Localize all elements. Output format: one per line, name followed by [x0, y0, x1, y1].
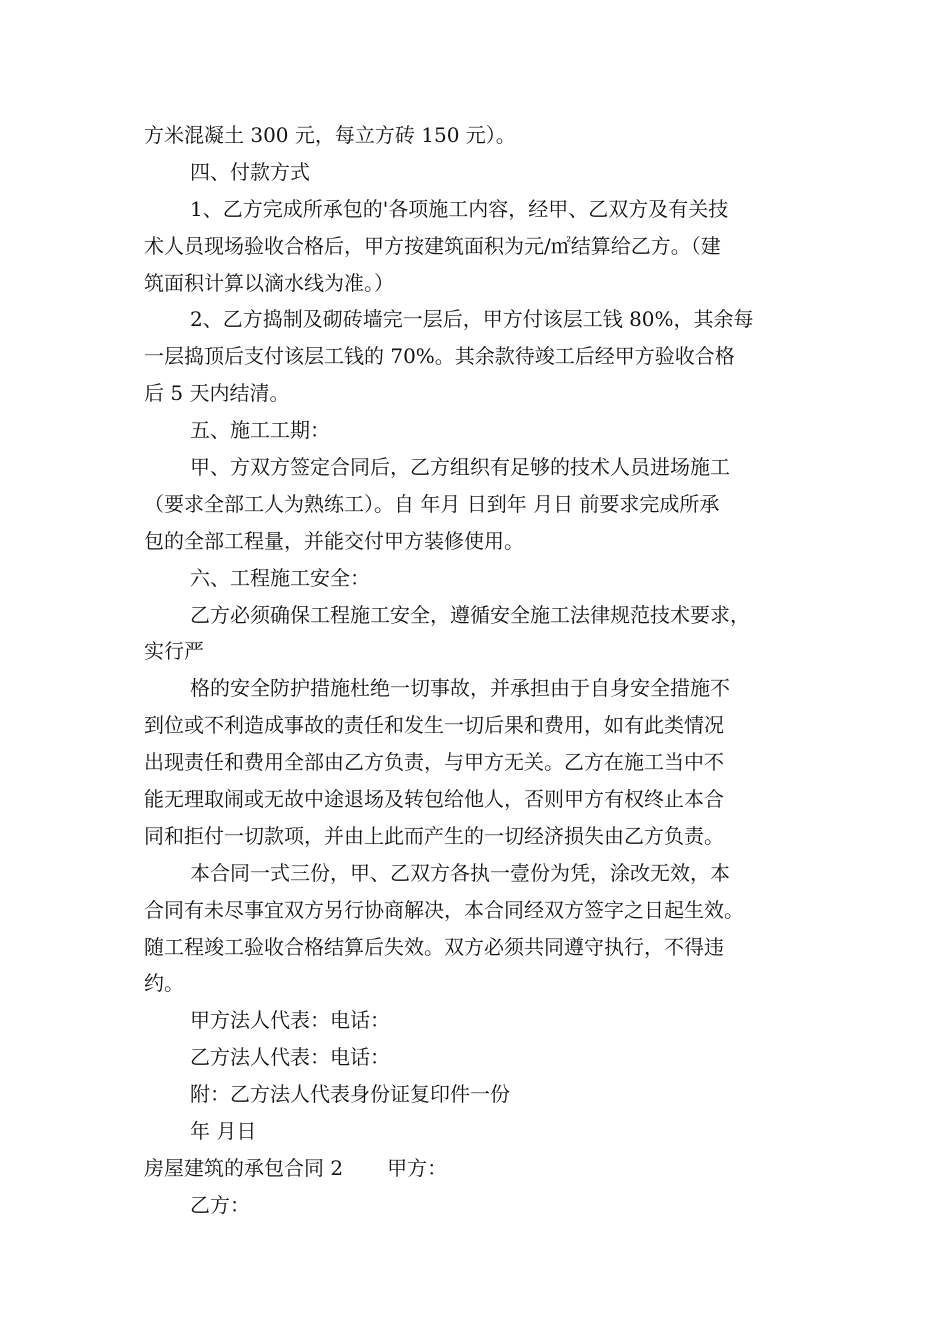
text-line: 1、乙方完成所承包的'各项施工内容，经甲、乙双方及有关技 — [190, 196, 729, 221]
text-line: 实行严 — [144, 639, 204, 664]
attachment-note: 附：乙方法人代表身份证复印件一份 — [190, 1082, 510, 1107]
text-line: 后 5 天内结清。 — [144, 381, 290, 406]
text-line: 约。 — [144, 971, 184, 996]
text-line: 出现责任和费用全部由乙方负责，与甲方无关。乙方在施工当中不 — [144, 750, 724, 775]
text-line: 本合同一式三份，甲、乙双方各执一壹份为凭，涂改无效，本 — [190, 860, 730, 885]
section-heading-schedule: 五、施工工期： — [190, 418, 330, 443]
text-line: 方米混凝土 300 元，每立方砖 150 元）。 — [144, 123, 516, 147]
text-line: 随工程竣工验收合格结算后失效。双方必须共同遵守执行，不得违 — [144, 934, 724, 959]
section-heading-payment: 四、付款方式 — [190, 159, 310, 184]
contract-2-title: 房屋建筑的承包合同 2 — [144, 1155, 344, 1180]
text-line: （要求全部工人为熟练工）。自 年月 日到年 月日 前要求完成所承 — [144, 491, 720, 516]
contract-2-header — [144, 1150, 824, 1187]
text-line: 术人员现场验收合格后，甲方按建筑面积为元/㎡结算给乙方。（建 — [144, 233, 721, 258]
text-line: 2、乙方捣制及砌砖墙完一层后，甲方付该层工钱 80%，其余每 — [190, 307, 754, 332]
party-a-representative: 甲方法人代表：电话： — [190, 1008, 390, 1033]
party-b-label: 乙方： — [190, 1192, 250, 1217]
party-a-label: 甲方： — [387, 1155, 448, 1180]
date-line: 年 月日 — [190, 1119, 257, 1144]
section-heading-safety: 六、工程施工安全： — [190, 565, 370, 590]
text-line: 筑面积计算以滴水线为准。） — [144, 270, 394, 295]
text-line: 包的全部工程量，并能交付甲方装修使用。 — [144, 528, 524, 553]
text-line: 合同有未尽事宜双方另行协商解决，本合同经双方签字之日起生效。 — [144, 897, 744, 922]
text-line: 格的安全防护措施杜绝一切事故，并承担由于自身安全措施不 — [190, 676, 730, 701]
document-body — [144, 117, 824, 1224]
text-line: 乙方必须确保工程施工安全，遵循安全施工法律规范技术要求， — [190, 602, 750, 627]
text-line: 同和拒付一切款项，并由上此而产生的一切经济损失由乙方负责。 — [144, 823, 724, 848]
text-line: 到位或不利造成事故的责任和发生一切后果和费用，如有此类情况 — [144, 713, 724, 738]
text-line: 能无理取闹或无故中途退场及转包给他人，否则甲方有权终止本合 — [144, 787, 724, 812]
party-b-representative: 乙方法人代表：电话： — [190, 1045, 390, 1070]
text-line: 甲、方双方签定合同后，乙方组织有足够的技术人员进场施工 — [190, 455, 730, 480]
text-line: 一层捣顶后支付该层工钱的 70%。其余款待竣工后经甲方验收合格 — [144, 344, 735, 369]
